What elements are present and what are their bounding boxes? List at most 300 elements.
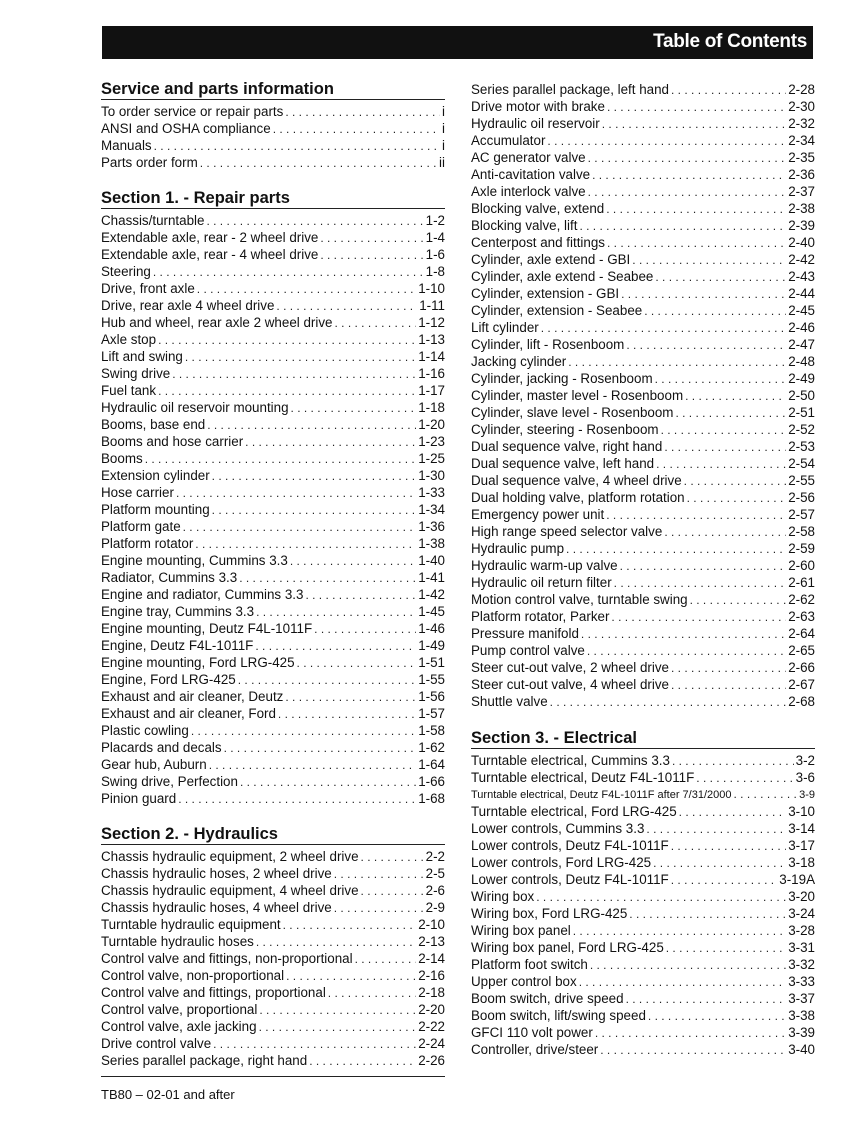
dot-leader: [590, 957, 786, 973]
toc-entry-page: 1-55: [418, 672, 445, 687]
toc-entry[interactable]: [471, 319, 815, 336]
toc-entry-page: 1-34: [418, 502, 445, 517]
toc-entry-label: Turntable hydraulic equipment: [101, 917, 281, 932]
dot-leader: [361, 883, 424, 899]
toc-entry-label: Shuttle valve: [471, 694, 548, 709]
toc-entry-page: 2-2: [425, 849, 445, 864]
toc-entry[interactable]: [471, 336, 815, 353]
toc-entry[interactable]: [101, 933, 445, 950]
toc-entry-label: Chassis hydraulic hoses, 2 wheel drive: [101, 866, 332, 881]
dot-leader: [305, 587, 416, 603]
dot-leader: [595, 1025, 786, 1041]
toc-entry[interactable]: [471, 769, 815, 786]
left-column: [101, 79, 445, 1069]
toc-entry-page: 2-55: [788, 473, 815, 488]
toc-entry[interactable]: [101, 399, 445, 416]
toc-entry[interactable]: [101, 484, 445, 501]
toc-entry-page: 2-18: [418, 985, 445, 1000]
toc-entry-page: 1-49: [418, 638, 445, 653]
toc-entry[interactable]: [471, 166, 815, 183]
dot-leader: [614, 575, 787, 591]
toc-entry-label: Engine mounting, Deutz F4L-1011F: [101, 621, 313, 636]
toc-entry[interactable]: [101, 950, 445, 967]
toc-entry-label: Steering: [101, 264, 151, 279]
toc-entry[interactable]: [101, 899, 445, 916]
toc-entry[interactable]: [471, 472, 815, 489]
toc-entry-label: Blocking valve, extend: [471, 201, 605, 216]
toc-entry[interactable]: [101, 331, 445, 348]
toc-entry-page: 1-42: [418, 587, 445, 602]
toc-entry-label: Hydraulic pump: [471, 541, 565, 556]
dot-leader: [664, 439, 786, 455]
toc-entry[interactable]: [471, 854, 815, 871]
toc-entry[interactable]: [101, 280, 445, 297]
toc-entry[interactable]: [101, 756, 445, 773]
dot-leader: [653, 855, 786, 871]
toc-entry-label: Dual holding valve, platform rotation: [471, 490, 685, 505]
toc-entry[interactable]: [101, 722, 445, 739]
toc-entry[interactable]: [101, 603, 445, 620]
toc-entry-label: Turntable hydraulic hoses: [101, 934, 254, 949]
toc-entry[interactable]: [101, 1035, 445, 1052]
toc-entry-label: Platform rotator, Parker: [471, 609, 610, 624]
toc-entry-page: 1-25: [418, 451, 445, 466]
toc-entry[interactable]: [471, 353, 815, 370]
toc-entry-page: 1-66: [418, 774, 445, 789]
toc-entry[interactable]: [471, 693, 815, 710]
toc-entry[interactable]: [471, 200, 815, 217]
toc-entry-label: Cylinder, extension - Seabee: [471, 303, 643, 318]
dot-leader: [209, 757, 416, 773]
toc-entry-page: 1-23: [418, 434, 445, 449]
toc-entry[interactable]: [101, 433, 445, 450]
toc-entry-page: 3-39: [788, 1025, 815, 1040]
toc-entry[interactable]: [101, 467, 445, 484]
dot-leader: [672, 753, 794, 769]
toc-entry-label: AC generator valve: [471, 150, 586, 165]
toc-entry-page: 3-10: [788, 804, 815, 819]
toc-entry-page: 1-14: [418, 349, 445, 364]
toc-entry-page: 1-58: [418, 723, 445, 738]
dot-leader: [592, 167, 786, 183]
dot-leader: [176, 485, 416, 501]
toc-entry[interactable]: [101, 705, 445, 722]
toc-entry[interactable]: [471, 956, 815, 973]
toc-entry[interactable]: [101, 450, 445, 467]
toc-entry-label: Lower controls, Deutz F4L-1011F: [471, 838, 669, 853]
toc-entry-label: Platform rotator: [101, 536, 194, 551]
dot-leader: [256, 604, 416, 620]
toc-entry[interactable]: [471, 820, 815, 837]
dot-leader: [290, 553, 416, 569]
toc-entry-label: Steer cut-out valve, 2 wheel drive: [471, 660, 669, 675]
toc-entry-page: 3-20: [788, 889, 815, 904]
toc-entry-page: 1-33: [418, 485, 445, 500]
toc-entry-label: Series parallel package, right hand: [101, 1053, 308, 1068]
dot-leader: [620, 558, 787, 574]
toc-entry[interactable]: [471, 268, 815, 285]
toc-entry-label: Dual sequence valve, left hand: [471, 456, 655, 471]
toc-entry[interactable]: [101, 739, 445, 756]
toc-entry[interactable]: [471, 421, 815, 438]
dot-leader: [309, 1053, 416, 1069]
dot-leader: [671, 872, 778, 888]
toc-entry[interactable]: [101, 246, 445, 263]
toc-entry[interactable]: [101, 882, 445, 899]
toc-entry-label: Engine and radiator, Cummins 3.3: [101, 587, 304, 602]
toc-entry-label: Hydraulic warm-up valve: [471, 558, 618, 573]
toc-entry[interactable]: [101, 865, 445, 882]
dot-leader: [256, 934, 416, 950]
dot-leader: [606, 201, 786, 217]
toc-entry[interactable]: [471, 803, 815, 820]
dot-leader: [626, 337, 786, 353]
dot-leader: [238, 672, 416, 688]
page-title: Table of Contents: [653, 31, 807, 52]
dot-leader: [602, 116, 786, 132]
toc-entry[interactable]: [471, 922, 815, 939]
toc-entry-label: Lift and swing: [101, 349, 183, 364]
toc-entry[interactable]: [101, 1052, 445, 1069]
toc-entry[interactable]: [101, 637, 445, 654]
dot-leader: [588, 184, 787, 200]
toc-entry[interactable]: [101, 848, 445, 865]
dot-leader: [588, 150, 787, 166]
toc-entry-page: 1-38: [418, 536, 445, 551]
toc-entry[interactable]: [101, 103, 445, 120]
toc-entry-label: Turntable electrical, Cummins 3.3: [471, 753, 670, 768]
toc-entry-page: 1-16: [418, 366, 445, 381]
toc-entry-page: 1-4: [425, 230, 445, 245]
toc-entry[interactable]: [101, 586, 445, 603]
toc-entry[interactable]: [101, 229, 445, 246]
toc-entry-page: 1-17: [418, 383, 445, 398]
dot-leader: [212, 502, 417, 518]
toc-entry-page: 3-24: [788, 906, 815, 921]
toc-entry[interactable]: [471, 98, 815, 115]
toc-entry[interactable]: [471, 149, 815, 166]
toc-entry-label: Turntable electrical, Deutz F4L-1011F after 7/31/2000: [471, 789, 732, 801]
toc-entry[interactable]: [471, 115, 815, 132]
toc-entry[interactable]: [471, 608, 815, 625]
toc-entry[interactable]: [101, 518, 445, 535]
toc-entry-label: Chassis hydraulic equipment, 4 wheel drive: [101, 883, 359, 898]
toc-entry[interactable]: [471, 404, 815, 421]
dot-leader: [550, 694, 787, 710]
toc-entry[interactable]: [101, 365, 445, 382]
dot-leader: [255, 638, 416, 654]
toc-entry-page: 1-36: [418, 519, 445, 534]
toc-entry-label: Exhaust and air cleaner, Ford: [101, 706, 276, 721]
toc-entry-label: Cylinder, steering - Rosenboom: [471, 422, 659, 437]
dot-leader: [158, 332, 416, 348]
dot-leader: [328, 985, 416, 1001]
toc-entry[interactable]: [471, 1024, 815, 1041]
toc-entry-label: Extension cylinder: [101, 468, 210, 483]
toc-entry[interactable]: [471, 523, 815, 540]
toc-section: [101, 188, 445, 807]
dot-leader: [621, 286, 786, 302]
dot-leader: [285, 689, 416, 705]
toc-entry[interactable]: [101, 263, 445, 280]
dot-leader: [178, 791, 416, 807]
toc-entry[interactable]: [471, 540, 815, 557]
toc-entry[interactable]: [101, 1001, 445, 1018]
toc-entry-label: Control valve and fittings, proportional: [101, 985, 326, 1000]
dot-leader: [273, 121, 440, 137]
toc-entry[interactable]: [471, 625, 815, 642]
toc-entry-label: Boom switch, lift/swing speed: [471, 1008, 646, 1023]
toc-entry[interactable]: [101, 671, 445, 688]
toc-entry[interactable]: [471, 659, 815, 676]
toc-entry[interactable]: [471, 557, 815, 574]
toc-entry-page: 2-5: [425, 866, 445, 881]
toc-entry-page: 2-10: [418, 917, 445, 932]
toc-entry-page: 2-6: [425, 883, 445, 898]
toc-entry[interactable]: [471, 183, 815, 200]
toc-entry[interactable]: [471, 786, 815, 803]
dot-leader: [355, 951, 417, 967]
document-code: TB80 – 02-01 and after: [101, 1087, 235, 1102]
toc-entry-label: Lift cylinder: [471, 320, 539, 335]
toc-entry-page: 3-38: [788, 1008, 815, 1023]
toc-entry[interactable]: [101, 137, 445, 154]
toc-entry[interactable]: [101, 620, 445, 637]
toc-entry[interactable]: [471, 871, 815, 888]
toc-entry[interactable]: [101, 688, 445, 705]
toc-entry[interactable]: [471, 888, 815, 905]
toc-entry-label: Engine tray, Cummins 3.3: [101, 604, 255, 619]
toc-entry-page: i: [442, 121, 445, 136]
toc-entry-page: 3-28: [788, 923, 815, 938]
dot-leader: [158, 383, 416, 399]
dot-leader: [276, 298, 417, 314]
dot-leader: [671, 82, 786, 98]
toc-entry[interactable]: [471, 1041, 815, 1058]
toc-entry[interactable]: [101, 1018, 445, 1035]
toc-entry-label: Chassis/turntable: [101, 213, 205, 228]
toc-entry-label: Control valve, axle jacking: [101, 1019, 257, 1034]
toc-entry[interactable]: [471, 939, 815, 956]
toc-entry[interactable]: [471, 81, 815, 98]
dot-leader: [285, 104, 440, 120]
toc-entry[interactable]: [471, 370, 815, 387]
toc-entry[interactable]: [471, 990, 815, 1007]
toc-entry-page: 1-13: [418, 332, 445, 347]
toc-entry-label: Hose carrier: [101, 485, 174, 500]
toc-entry[interactable]: [471, 251, 815, 268]
toc-entry-page: 1-45: [418, 604, 445, 619]
toc-entry-page: 2-60: [788, 558, 815, 573]
toc-entry-page: 2-24: [418, 1036, 445, 1051]
toc-entry-label: Fuel tank: [101, 383, 157, 398]
toc-entry-label: High range speed selector valve: [471, 524, 663, 539]
toc-entry-label: Cylinder, master level - Rosenboom: [471, 388, 684, 403]
toc-entry[interactable]: [101, 552, 445, 569]
dot-leader: [191, 723, 416, 739]
toc-entry-label: Cylinder, extension - GBI: [471, 286, 620, 301]
dot-leader: [297, 655, 417, 671]
toc-entry-label: To order service or repair parts: [101, 104, 284, 119]
toc-entry-label: Manuals: [101, 138, 152, 153]
toc-entry-label: Wiring box, Ford LRG-425: [471, 906, 628, 921]
dot-leader: [212, 468, 417, 484]
toc-section: [101, 79, 445, 171]
toc-entry-page: 2-49: [788, 371, 815, 386]
toc-entry-label: Plastic cowling: [101, 723, 189, 738]
toc-entry-page: 3-31: [788, 940, 815, 955]
toc-entry[interactable]: [471, 302, 815, 319]
toc-entry[interactable]: [101, 790, 445, 807]
toc-entry[interactable]: [471, 837, 815, 854]
toc-entry-page: 2-37: [788, 184, 815, 199]
toc-entry-page: 2-34: [788, 133, 815, 148]
toc-entry-page: 2-39: [788, 218, 815, 233]
toc-entry[interactable]: [471, 642, 815, 659]
toc-entry[interactable]: [101, 501, 445, 518]
toc-entry-label: Cylinder, lift - Rosenboom: [471, 337, 625, 352]
toc-entry-page: 1-18: [418, 400, 445, 415]
dot-leader: [245, 434, 416, 450]
toc-entry-page: 2-42: [788, 252, 815, 267]
toc-entry[interactable]: [101, 212, 445, 229]
toc-entry[interactable]: [101, 535, 445, 552]
toc-entry[interactable]: [101, 154, 445, 171]
toc-entry-label: Accumulator: [471, 133, 546, 148]
dot-leader: [183, 519, 417, 535]
toc-entry-page: 1-12: [418, 315, 445, 330]
toc-entry-page: 1-10: [418, 281, 445, 296]
toc-entry-page: 2-48: [788, 354, 815, 369]
toc-entry-label: Emergency power unit: [471, 507, 605, 522]
toc-entry[interactable]: [471, 234, 815, 251]
toc-entry[interactable]: [101, 382, 445, 399]
toc-entry[interactable]: [101, 654, 445, 671]
dot-leader: [646, 821, 786, 837]
toc-entry[interactable]: [471, 591, 815, 608]
toc-entry-label: Drive, front axle: [101, 281, 195, 296]
toc-entry[interactable]: [471, 455, 815, 472]
toc-entry[interactable]: [471, 1007, 815, 1024]
toc-entry-label: Exhaust and air cleaner, Deutz: [101, 689, 284, 704]
toc-entry-page: 2-64: [788, 626, 815, 641]
toc-entry-page: 1-64: [418, 757, 445, 772]
toc-entry-label: Axle interlock valve: [471, 184, 586, 199]
dot-leader: [626, 991, 787, 1007]
toc-entry-page: 3-17: [788, 838, 815, 853]
toc-entry[interactable]: [101, 348, 445, 365]
toc-entry-label: Booms and hose carrier: [101, 434, 244, 449]
toc-entry-label: Blocking valve, lift: [471, 218, 578, 233]
toc-entry[interactable]: [471, 676, 815, 693]
toc-entry[interactable]: [101, 967, 445, 984]
right-column: [471, 81, 815, 1058]
toc-entry-label: Extendable axle, rear - 2 wheel drive: [101, 230, 319, 245]
toc-entry-page: 2-20: [418, 1002, 445, 1017]
toc-entry-page: 2-61: [788, 575, 815, 590]
dot-leader: [259, 1002, 416, 1018]
toc-entry-label: Control valve, non-proportional: [101, 968, 285, 983]
toc-entry-label: Drive motor with brake: [471, 99, 605, 114]
toc-entry[interactable]: [101, 297, 445, 314]
toc-entry[interactable]: [471, 217, 815, 234]
dot-leader: [579, 218, 786, 234]
toc-entry[interactable]: [471, 387, 815, 404]
toc-entry-label: Engine mounting, Ford LRG-425: [101, 655, 295, 670]
dot-leader: [547, 133, 786, 149]
toc-entry[interactable]: [101, 773, 445, 790]
section-heading-section-2-hydraulics: Section 2. - Hydraulics: [101, 824, 445, 845]
toc-entry-page: 1-20: [418, 417, 445, 432]
toc-entry-label: Steer cut-out valve, 4 wheel drive: [471, 677, 669, 692]
toc-entry[interactable]: [101, 569, 445, 586]
toc-entry-label: Lower controls, Deutz F4L-1011F: [471, 872, 669, 887]
toc-entry-page: 1-57: [418, 706, 445, 721]
toc-entry[interactable]: [471, 489, 815, 506]
dot-leader: [200, 155, 437, 171]
toc-entry[interactable]: [101, 120, 445, 137]
toc-entry-label: Booms: [101, 451, 143, 466]
toc-entry-label: Chassis hydraulic hoses, 4 wheel drive: [101, 900, 332, 915]
dot-leader: [335, 315, 417, 331]
dot-leader: [690, 592, 787, 608]
toc-entry[interactable]: [471, 973, 815, 990]
dot-leader: [664, 524, 786, 540]
toc-entry[interactable]: [471, 438, 815, 455]
toc-entry-page: 2-50: [788, 388, 815, 403]
toc-entry-page: 2-45: [788, 303, 815, 318]
section-heading-section-1-repair-parts: Section 1. - Repair parts: [101, 188, 445, 209]
toc-entry-label: Control valve, proportional: [101, 1002, 258, 1017]
toc-entry-page: 3-6: [795, 770, 815, 785]
toc-entry[interactable]: [471, 574, 815, 591]
toc-entry-label: Anti-cavitation valve: [471, 167, 591, 182]
toc-entry-page: 2-28: [788, 82, 815, 97]
toc-entry[interactable]: [471, 905, 815, 922]
toc-entry[interactable]: [101, 916, 445, 933]
toc-entry-label: Cylinder, axle extend - Seabee: [471, 269, 654, 284]
dot-leader: [286, 968, 416, 984]
dot-leader: [671, 838, 786, 854]
toc-entry-page: 3-19A: [779, 872, 815, 887]
toc-entry[interactable]: [101, 416, 445, 433]
toc-entry-page: 2-30: [788, 99, 815, 114]
toc-entry[interactable]: [101, 314, 445, 331]
toc-entry-label: Hub and wheel, rear axle 2 wheel drive: [101, 315, 333, 330]
toc-entry[interactable]: [471, 506, 815, 523]
toc-entry-label: Platform mounting: [101, 502, 210, 517]
dot-leader: [655, 269, 786, 285]
toc-entry-page: 2-9: [425, 900, 445, 915]
toc-entry-label: Upper control box: [471, 974, 577, 989]
toc-entry-page: 3-9: [799, 789, 815, 801]
toc-entry[interactable]: [471, 752, 815, 769]
dot-leader: [685, 388, 786, 404]
toc-entry-page: 2-66: [788, 660, 815, 675]
toc-entry-page: 2-62: [788, 592, 815, 607]
toc-entry[interactable]: [471, 132, 815, 149]
dot-leader: [283, 917, 417, 933]
toc-entry-label: Gear hub, Auburn: [101, 757, 207, 772]
toc-entry-label: Cylinder, slave level - Rosenboom: [471, 405, 674, 420]
dot-leader: [320, 230, 423, 246]
toc-entry[interactable]: [101, 984, 445, 1001]
dot-leader: [207, 417, 416, 433]
toc-entry[interactable]: [471, 285, 815, 302]
dot-leader: [607, 235, 786, 251]
toc-entry-label: Wiring box panel, Ford LRG-425: [471, 940, 664, 955]
toc-entry-label: Lower controls, Ford LRG-425: [471, 855, 652, 870]
